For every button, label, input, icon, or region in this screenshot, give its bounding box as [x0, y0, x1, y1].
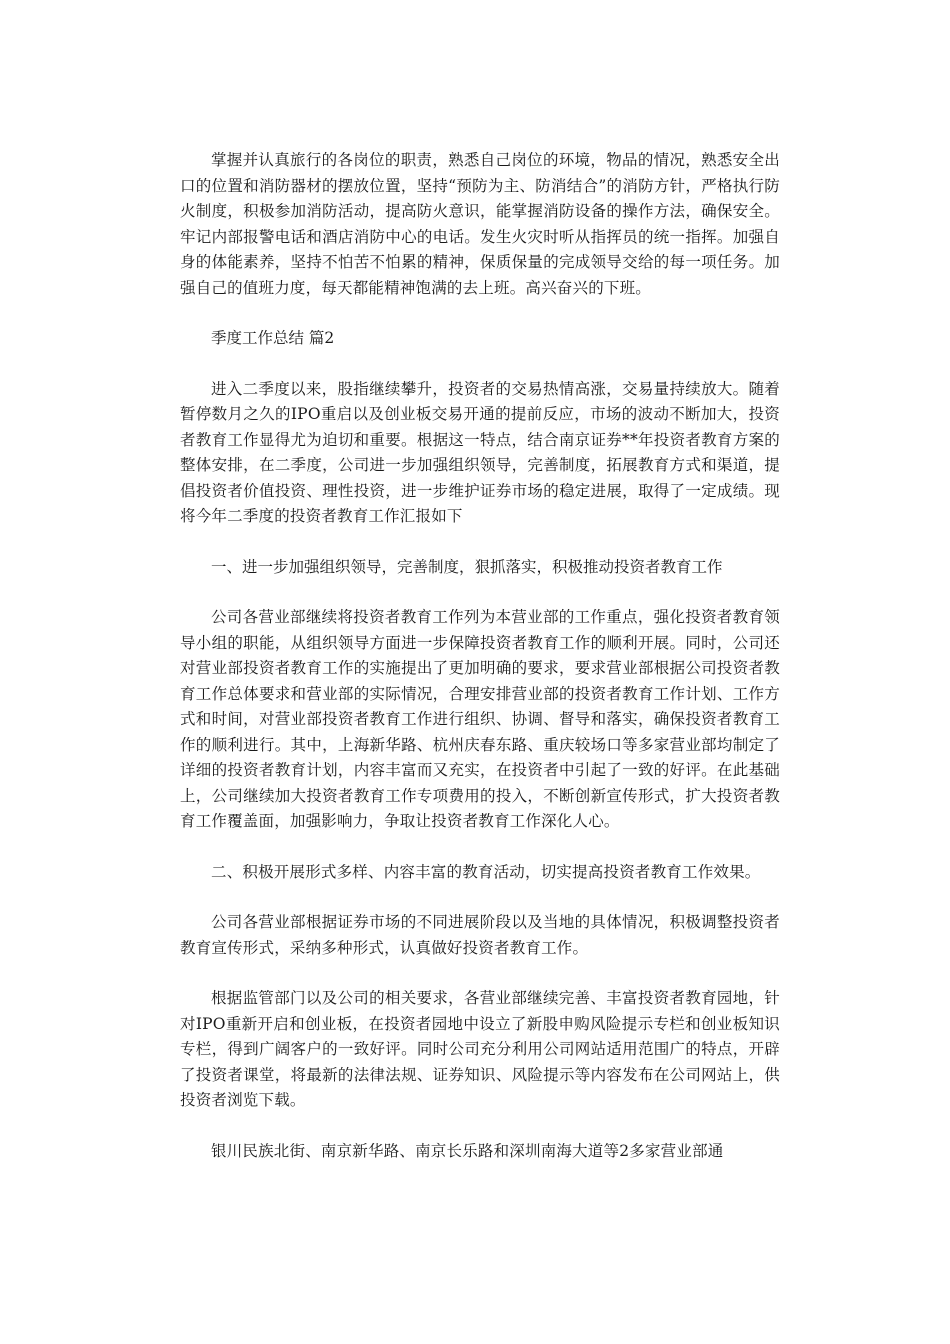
paragraph-spacer	[180, 352, 780, 377]
paragraph-spacer	[180, 885, 780, 910]
paragraph-fire-safety: 掌握并认真旅行的各岗位的职责，熟悉自己岗位的环境，物品的情况，熟悉安全出口的位置和消防器材的摆放位置，坚持“预防为主、防消结合”的消防方针，严格执行防火制度，积极参加消防活动，提高防火意识，能掌握消防设备的操作方法，确保安全。牢记内部报警电话和酒店消防中心的电话。发生火灾时听从指挥员的统一指挥。加强自身的体能素养，坚持不怕苦不怕累的精神，保质保量的完成领导交给的每一项任务。加强自己的值班力度，每天都能精神饱满的去上班。高兴奋兴的下班。	[180, 151, 780, 297]
paragraph-website: 根据监管部门以及公司的相关要求，各营业部继续完善、丰富投资者教育园地，针对IPO重新开启和创业板，在投资者园地中设立了新股申购风险提示专栏和创业板知识专栏，得到广阔客户的一致好评。同时公司充分利用公司网站适用范围广的特点，开辟了投资者课堂，将最新的法律法规、证券知识、风险提示等内容发布在公司网站上，供投资者浏览下载。	[180, 989, 780, 1109]
paragraph-spacer	[180, 961, 780, 986]
paragraph-spacer	[180, 301, 780, 326]
paragraph-organization: 公司各营业部继续将投资者教育工作列为本营业部的工作重点，强化投资者教育领导小组的职能，从组织领导方面进一步保障投资者教育工作的顺利开展。同时，公司还对营业部投资者教育工作的实施提出了更加明确的要求，要求营业部根据公司投资者教育工作总体要求和营业部的实际情况，合理安排营业部的投资者教育工作计划、工作方式和时间，对营业部投资者教育工作进行组织、协调、督导和落实，确保投资者教育工作的顺利进行。其中，上海新华路、杭州庆春东路、重庆较场口等多家营业部均制定了详细的投资者教育计划，内容丰富而又充实，在投资者中引起了一致的好评。在此基础上，公司继续加大投资者教育工作专项费用的投入，不断创新宣传形式，扩大投资者教育工作覆盖面，加强影响力，争取让投资者教育工作深化人心。	[180, 608, 780, 830]
paragraph-spacer	[180, 530, 780, 555]
subheading-one: 一、进一步加强组织领导，完善制度，狠抓落实，积极推动投资者教育工作	[211, 557, 723, 576]
document-page	[180, 148, 780, 1164]
section-title: 季度工作总结 篇2	[211, 329, 335, 347]
paragraph-branches: 银川民族北街、南京新华路、南京长乐路和深圳南海大道等2多家营业部通	[211, 1141, 724, 1160]
paragraph-spacer	[180, 1114, 780, 1139]
paragraph-adjustment: 公司各营业部根据证券市场的不同进展阶段以及当地的具体情况，积极调整投资者教育宣传形式，采纳多种形式，认真做好投资者教育工作。	[180, 913, 780, 957]
paragraph-intro: 进入二季度以来，股指继续攀升，投资者的交易热情高涨，交易量持续放大。随着暂停数月之久的IPO重启以及创业板交易开通的提前反应，市场的波动不断加大，投资者教育工作显得尤为迫切和重要。根据这一特点，结合南京证券**年投资者教育方案的整体安排，在二季度，公司进一步加强组织领导，完善制度，拓展教育方式和渠道，提倡投资者价值投资、理性投资，进一步维护证券市场的稳定进展，取得了一定成绩。现将今年二季度的投资者教育工作汇报如下	[180, 379, 780, 525]
paragraph-spacer	[180, 835, 780, 860]
paragraph-spacer	[180, 580, 780, 605]
subheading-two: 二、积极开展形式多样、内容丰富的教育活动，切实提高投资者教育工作效果。	[211, 862, 761, 881]
